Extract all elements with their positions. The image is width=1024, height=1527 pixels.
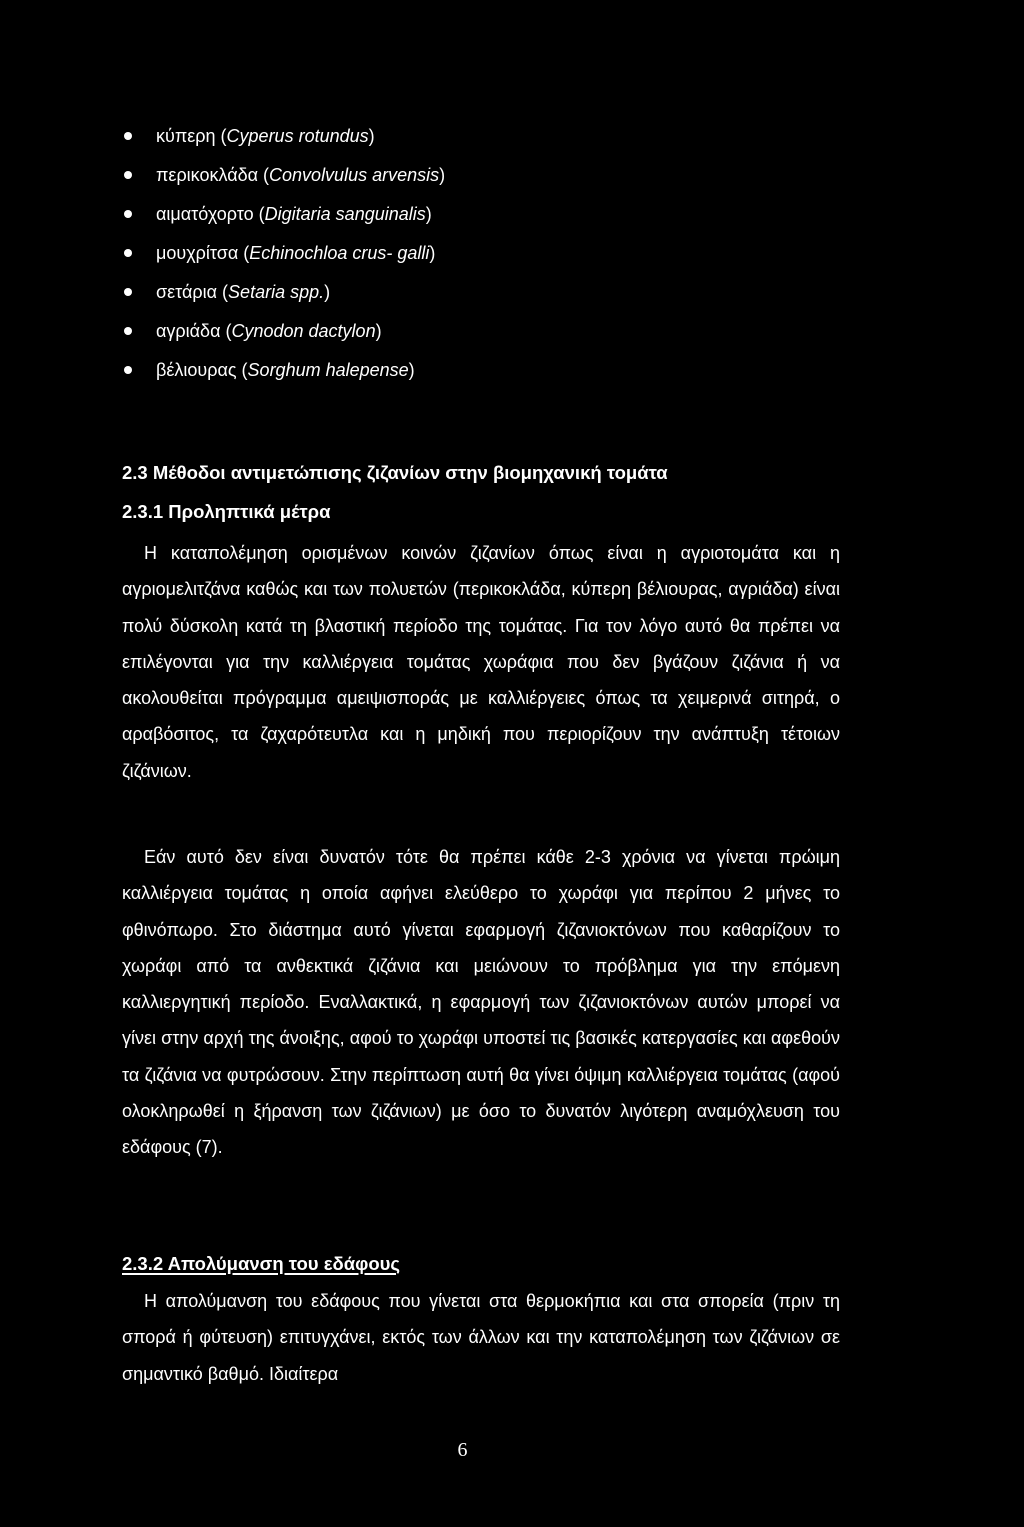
weed-latin-name: Cyperus rotundus <box>226 126 369 146</box>
bullet-icon <box>124 288 132 296</box>
weed-latin-name: Cynodon dactylon <box>231 321 376 341</box>
weed-common-name: σετάρια ( <box>156 282 229 302</box>
weed-common-name: αιματόχορτο ( <box>156 204 265 224</box>
list-item <box>122 354 445 393</box>
weed-common-name: αγριάδα ( <box>156 321 232 341</box>
weed-latin-name: Convolvulus arvensis <box>269 165 440 185</box>
weed-common-name: βέλιουρας ( <box>156 360 248 380</box>
closing-paren: ) <box>408 360 415 380</box>
subsection-heading-disinfection: 2.3.2 Απολύμανση του εδάφους <box>122 1253 401 1274</box>
closing-paren: ) <box>368 126 375 146</box>
weed-common-name: περικοκλάδα ( <box>156 165 270 185</box>
weed-latin-name: Echinochloa crus- galli <box>249 243 430 263</box>
paragraph-preventive-2: Εάν αυτό δεν είναι δυνατόν τότε θα πρέπει κάθε 2-3 χρόνια να γίνεται πρώιμη καλλιέργεια τομάτας η οποία αφήνει ελεύθερο το χωράφι για περίπου 2 μήνες το φθινόπωρο. Στο διάστημα αυτό γίνεται εφαρμογή ζιζανιοκτόνων που καθαρίζουν το χωράφι από τα ανθεκτικά ζιζάνια και μειώνουν το πρόβλημα για την επόμενη καλλιεργητική περίοδο. Εναλλακτικά, η εφαρμογή των ζιζανιοκτόνων αυτών μπορεί να γίνει στην αρχή της άνοιξης, αφού το χωράφι υποστεί τις βασικές κατεργασίες και αφεθούν τα ζιζάνια να φυτρώσουν. Στην περίπτωση αυτή θα γίνει όψιμη καλλιέργεια τομάτας (αφού ολοκληρωθεί η ξήρανση των ζιζάνιων) με όσο το δυνατόν λιγότερη αναμόχλευση του εδάφους (7). <box>122 847 840 1158</box>
closing-paren: ) <box>425 204 432 224</box>
bullet-icon <box>124 210 132 218</box>
list-item <box>122 120 445 159</box>
list-item <box>122 276 445 315</box>
bullet-icon <box>124 171 132 179</box>
closing-paren: ) <box>375 321 382 341</box>
paragraph-preventive-1: Η καταπολέμηση ορισμένων κοινών ζιζανίων όπως είναι η αγριοτομάτα και η αγριομελιτζάνα καθώς και των πολυετών (περικοκλάδα, κύπερη βέλιουρας, αγριάδα) είναι πολύ δύσκολη κατά τη βλαστική περίοδο της τομάτας. Για τον λόγο αυτό θα πρέπει να επιλέγονται για την καλλιέργεια τομάτας χωράφια που δεν βγάζουν ζιζάνια ή να ακολουθείται πρόγραμμα αμειψισποράς με καλλιέργειες όπως τα χειμερινά σιτηρά, ο αραβόσιτος, τα ζαχαρότευτλα και η μηδική που περιορίζουν την ανάπτυξη τέτοιων ζιζάνιων. <box>122 543 840 781</box>
paragraph-disinfection-1: Η απολύμανση του εδάφους που γίνεται στα θερμοκήπια και στα σπορεία (πριν τη σπορά ή φύτευση) επιτυγχάνει, εκτός των άλλων και την καταπολέμηση των ζιζάνιων σε σημαντικό βαθμό. Ιδιαίτερα <box>122 1291 840 1384</box>
weed-species-list <box>122 120 445 393</box>
page-number: 6 <box>457 1439 468 1461</box>
section-heading: 2.3 Μέθοδοι αντιμετώπισης ζιζανίων στην βιομηχανική τομάτα <box>122 462 668 483</box>
weed-latin-name: Setaria spp. <box>228 282 325 302</box>
list-item <box>122 315 445 354</box>
weed-latin-name: Digitaria sanguinalis <box>264 204 426 224</box>
subsection-heading-preventive: 2.3.1 Προληπτικά μέτρα <box>122 501 331 522</box>
bullet-icon <box>124 132 132 140</box>
closing-paren: ) <box>324 282 331 302</box>
bullet-icon <box>124 327 132 335</box>
weed-common-name: κύπερη ( <box>156 126 227 146</box>
closing-paren: ) <box>429 243 436 263</box>
bullet-icon <box>124 249 132 257</box>
closing-paren: ) <box>439 165 446 185</box>
weed-latin-name: Sorghum halepense <box>247 360 409 380</box>
list-item <box>122 198 445 237</box>
list-item <box>122 159 445 198</box>
list-item <box>122 237 445 276</box>
weed-common-name: μουχρίτσα ( <box>156 243 250 263</box>
bullet-icon <box>124 366 132 374</box>
